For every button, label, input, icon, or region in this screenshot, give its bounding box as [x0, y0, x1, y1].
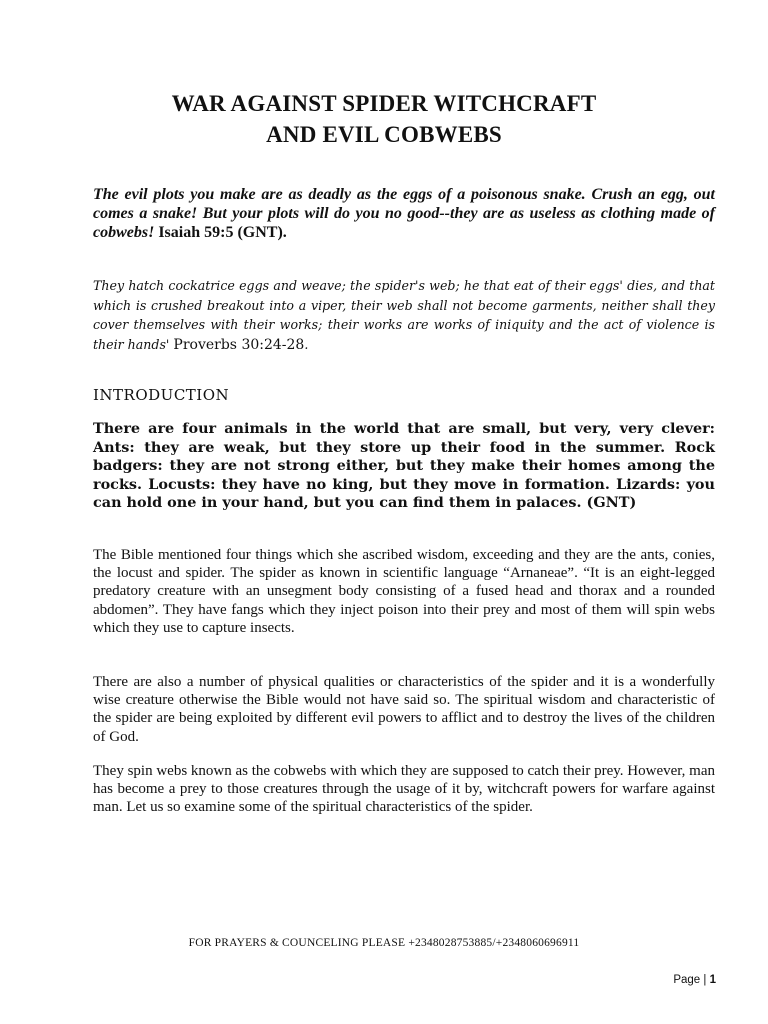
body-paragraph-2: There are also a number of physical qualities or characteristics of the spider and it is a wonderfully wise creature otherwise the Bible would not have said so. The spiritual wisdom and characteristic of the spider are being exploited by different evil powers to afflict and to destroy the lives of the children of God. — [93, 674, 715, 745]
body-paragraph-3: They spin webs known as the cobwebs with which they are supposed to catch their prey. However, man has become a prey to those creatures through the usage of it by, witchcraft powers for warfare against man. Let us so examine some of the spiritual characteristics of the spider. — [93, 763, 716, 816]
title-line-1: WAR AGAINST SPIDER WITCHCRAFT — [171, 91, 597, 116]
page-label: Page | — [673, 974, 707, 986]
page-title — [0, 88, 768, 150]
page-number-value: 1 — [709, 974, 716, 986]
title-line-2: AND EVIL COBWEBS — [266, 122, 502, 147]
second-quote-text: They hatch cockatrice eggs and weave; the spider's web; he that eat of their eggs' dies, and that which is crushed breakout into a viper, their web shall not become garments, neither shall they cover themselves with their works; their works are works of iniquity and the act of violence is their hands' — [93, 278, 715, 352]
introduction-verse: There are four animals in the world that are small, but very, very clever: Ants: they are weak, but they store up their food in the summer. Rock badgers: they are not strong either, but they make their homes among the rocks. Locusts: they have no king, but they move in formation. Lizards: you can hold one in your hand, but you can find them in palaces. (GNT) — [93, 420, 715, 511]
section-heading-introduction: INTRODUCTION — [93, 386, 230, 404]
lead-quote-reference: Isaiah 59:5 (GNT). — [158, 224, 287, 241]
second-quote-reference: Proverbs 30:24-28 — [173, 336, 305, 353]
second-scripture-quote — [93, 276, 715, 355]
body-paragraph-1: The Bible mentioned four things which she ascribed wisdom, exceeding and they are the ants, conies, the locust and spider. The spider as known in scientific language “Arnaneae”. “It is an eight-legged predatory creature with an unsegment body consisting of a fused head and thorax and a rounded abdomen”. They have fangs which they inject poison into their prey and most of them will spin webs which they use to capture insects. — [93, 547, 715, 636]
lead-quote-text: The evil plots you make are as deadly as the eggs of a poisonous snake. Crush an egg, out comes a snake! But your plots will do you no good--they are as useless as clothing made of cobwebs! — [93, 186, 715, 241]
lead-scripture-quote — [93, 185, 715, 242]
second-quote-trailing: . — [304, 336, 309, 352]
page-number — [673, 974, 716, 986]
footer-contact: FOR PRAYERS & COUNCELING PLEASE +2348028753885/+2348060696911 — [188, 937, 580, 949]
